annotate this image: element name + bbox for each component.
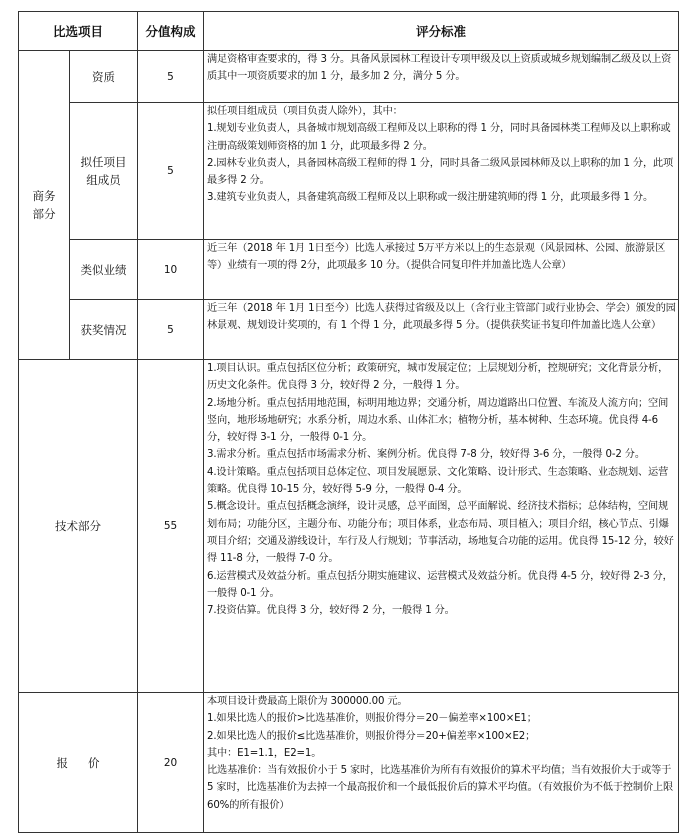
criteria-cell: [204, 240, 679, 300]
score-value: 5: [138, 51, 204, 103]
criteria-cell: [204, 51, 679, 103]
business-category: [19, 51, 70, 360]
criteria-line: 近三年（2018 年 1月 1日至今）比选人承接过 5万平方米以上的生态景观（风景园林、公园、旅游景区等）业绩有一项的得 2分，此项最多 10 分。（提供合同复印件并加盖比选人公章）: [207, 243, 666, 272]
criteria-line: 6.运营模式及效益分析。重点包括分期实施建议、运营模式及效益分析。优良得 4-5 分，较好得 2-3 分，一般得 0-1 分。: [207, 570, 673, 599]
criteria-line: 本项目设计费最高上限价为 300000.00 元。: [207, 696, 408, 707]
quote-category: [19, 693, 138, 833]
sub-item: 资质: [70, 51, 138, 103]
criteria-line: 比选基准价：当有效报价小于 5 家时，比选基准价为所有有效报价的算术平均值；当有效报价大于或等于 5 家时，比选基准价为去掉一个最高报价和一个最低报价后的算术平均值。（有效报价为不低于控制价上限 60%的所有报价）: [207, 765, 674, 811]
business-row-experience: [19, 240, 679, 300]
criteria-line: 满足资格审查要求的，得 3 分。具备风景园林工程设计专项甲级及以上资质或城乡规划编制乙级及以上资质其中一项资质要求的加 1 分，最多加 2 分，满分 5 分。: [207, 54, 672, 83]
criteria-cell: [204, 300, 679, 360]
technical-row: [19, 360, 679, 693]
criteria-cell: [204, 103, 679, 240]
technical-category: 技术部分: [19, 360, 138, 693]
score-value: 10: [138, 240, 204, 300]
criteria-line: 2.如果比选人的报价≤比选基准价，则报价得分＝20+偏差率×100×E2；: [207, 730, 536, 742]
criteria-line: 近三年（2018 年 1月 1日至今）比选人获得过省级及以上（含行业主管部门或行业协会、学会）颁发的园林景观、规划设计奖项的，有 1 个得 1 分，此项最多得 5 分。（提供获奖证书复印件加盖比选人公章）: [207, 303, 676, 332]
header-item: 比选项目: [19, 12, 138, 51]
business-category-label: 商务部分: [32, 189, 56, 221]
criteria-line: 5.概念设计。重点包括概念演绎，设计灵感，总平面图，总平面解说、经济技术指标；总体结构，空间规划布局；功能分区，主题分布、功能分布；项目体系，业态布局、项目植入；项目介绍，核心节点、引爆项目介绍；交通及游线设计，车行及人行规划；节事活动，场地复合功能的运用。优良得 15-12 分，较好得 11-8 分，一般得 7-0 分。: [207, 501, 674, 565]
quote-row: [19, 693, 679, 833]
criteria-line: 7.投资估算。优良得 3 分，较好得 2 分，一般得 1 分。: [207, 605, 455, 617]
score-value: 55: [138, 360, 204, 693]
quote-category-char: 报: [56, 755, 68, 770]
criteria-line: 其中：E1=1.1，E2=1。: [207, 747, 322, 759]
business-row-team: [19, 103, 679, 240]
criteria-line: 2.场地分析。重点包括用地范围，标明用地边界；交通分析，周边道路出口位置、车流及人流方向；空间竖向，地形场地研究；水系分析，周边水系、山体汇水；植物分析，基本树种、生态环境。优良得 4-6 分，较好得 3-1 分，一般得 0-1 分。: [207, 397, 669, 444]
criteria-line: 3.建筑专业负责人，具备建筑高级工程师及以上职称或一级注册建筑师的得 1 分，此项最多得 1 分。: [207, 192, 653, 204]
criteria-line: 1.如果比选人的报价>比选基准价，则报价得分＝20－偏差率×100×E1；: [207, 713, 537, 725]
criteria-line: 1.项目认识。重点包括区位分析；政策研究，城市发展定位；上层规划分析，控规研究；文化背景分析，历史文化条件。优良得 3 分，较好得 2 分，一般得 1 分。: [207, 363, 669, 392]
sub-item: 获奖情况: [70, 300, 138, 360]
criteria-line: 1.规划专业负责人，具备城市规划高级工程师及以上职称的得 1 分，同时具备园林类工程师及以上职称或注册高级策划师资格的加 1 分，此项最多得 2 分。: [207, 123, 671, 152]
criteria-cell: [204, 360, 679, 693]
criteria-line: 4.设计策略。重点包括项目总体定位、项目发展愿景、文化策略、设计形式、生态策略、业态规划、运营策略。优良得 10-15 分，较好得 5-9 分，一般得 0-4 分。: [207, 466, 669, 496]
sub-item-label: 拟任项目组成员: [80, 155, 127, 187]
criteria-cell: [204, 693, 679, 833]
header-row: [19, 12, 679, 51]
score-value: 20: [138, 693, 204, 833]
scoring-table: [18, 11, 679, 833]
criteria-line: 3.需求分析。重点包括市场需求分析、案例分析。优良得 7-8 分，较好得 3-6 分，一般得 0-2 分。: [207, 449, 645, 461]
sub-item: 类似业绩: [70, 240, 138, 300]
sub-item: [70, 103, 138, 240]
criteria-line: 2.园林专业负责人，具备园林高级工程师的得 1 分，同时具备二级风景园林师及以上职称的加 1 分，此项最多得 2 分。: [207, 157, 674, 187]
quote-category-char: 价: [88, 755, 100, 770]
criteria-line: 拟任项目组成员（项目负责人除外），其中：: [207, 106, 403, 117]
score-value: 5: [138, 103, 204, 240]
business-row-qualification: [19, 51, 679, 103]
score-value: 5: [138, 300, 204, 360]
header-criteria: 评分标准: [204, 12, 679, 51]
header-score: 分值构成: [138, 12, 204, 51]
business-row-awards: [19, 300, 679, 360]
